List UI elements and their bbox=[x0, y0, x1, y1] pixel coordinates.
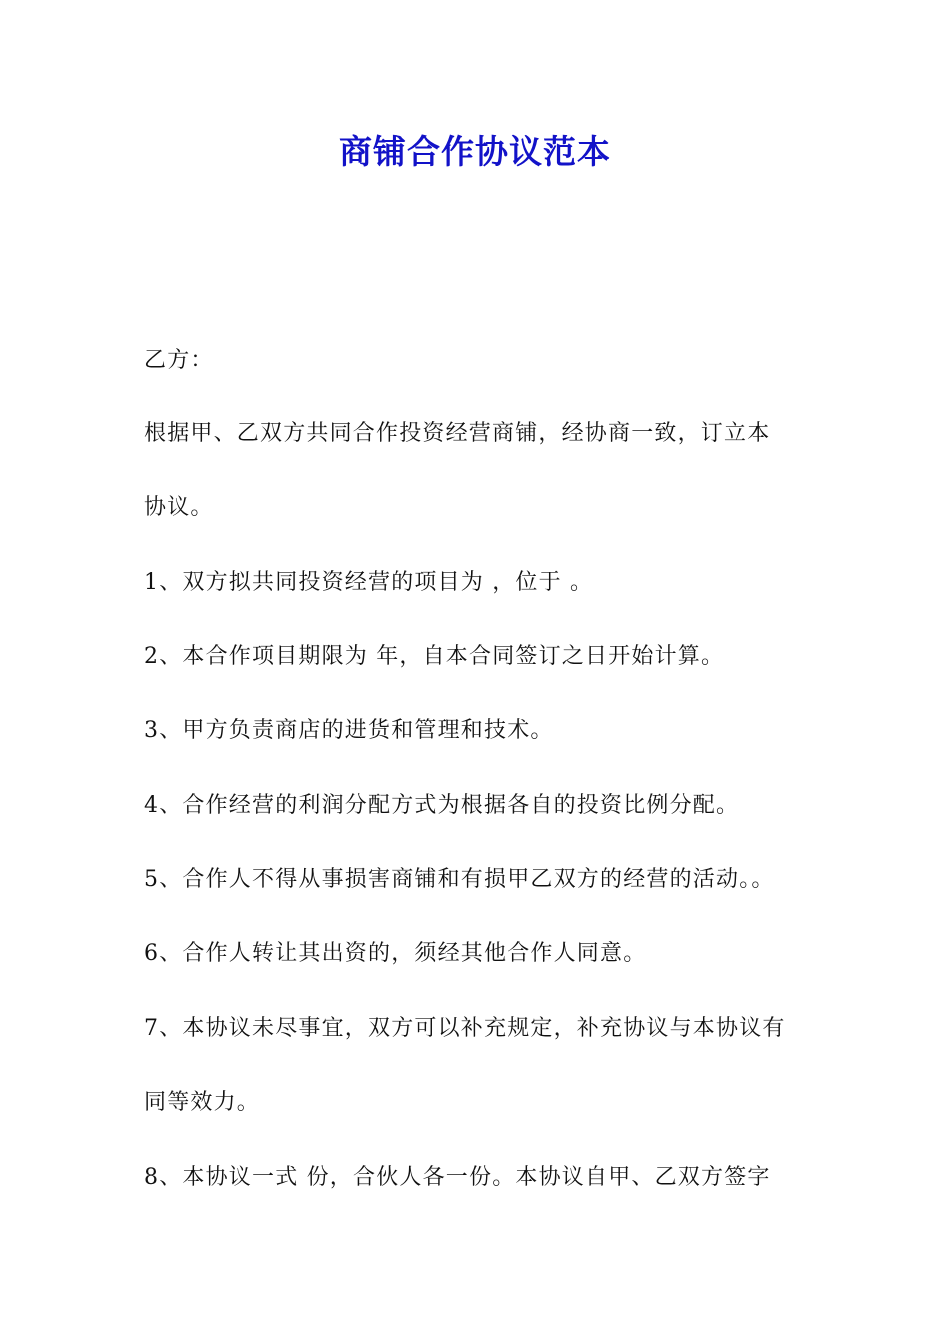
clause-5: 5、合作人不得从事损害商铺和有损甲乙双方的经营的活动。。 bbox=[144, 867, 775, 892]
clause-8-line-1: 8、本协议一式 份，合伙人各一份。本协议自甲、乙双方签字 bbox=[144, 1165, 771, 1190]
clause-2: 2、本合作项目期限为 年，自本合同签订之日开始计算。 bbox=[144, 644, 725, 669]
clause-6: 6、合作人转让其出资的，须经其他合作人同意。 bbox=[144, 941, 647, 966]
clause-3: 3、甲方负责商店的进货和管理和技术。 bbox=[144, 718, 554, 743]
document-title: 商铺合作协议范本 bbox=[339, 132, 611, 171]
clause-7-line-1: 7、本协议未尽事宜，双方可以补充规定，补充协议与本协议有 bbox=[144, 1016, 786, 1041]
clause-4: 4、合作经营的利润分配方式为根据各自的投资比例分配。 bbox=[144, 793, 740, 818]
preamble-line-1: 根据甲、乙双方共同合作投资经营商铺，经协商一致，订立本 bbox=[144, 421, 771, 446]
preamble-line-2: 协议。 bbox=[144, 495, 214, 520]
clause-1: 1、双方拟共同投资经营的项目为 ，位于 。 bbox=[144, 570, 594, 595]
clause-7-line-2: 同等效力。 bbox=[144, 1090, 261, 1115]
party-b-label: 乙方： bbox=[144, 348, 214, 373]
